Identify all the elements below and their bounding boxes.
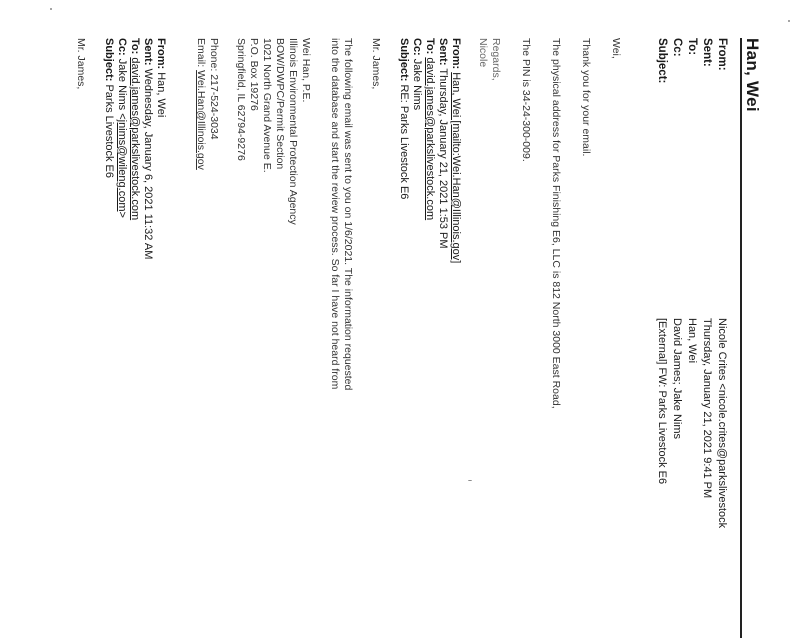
sent-value: Thursday, January 21, 2021 9:41 PM [701,318,713,499]
fw2-from [155,38,167,117]
signature-email-link[interactable]: Wei.Han@Illinois.gov [195,70,207,170]
signature-email [195,38,207,170]
fw2-from-label: From: [155,38,167,70]
signature-agency: Illinois Environmental Protection Agency [287,38,299,225]
scan-speck [468,480,472,481]
fw1-body-line-2: into the database and start the review process. So far I have not heard from [329,38,341,390]
fw1-cc [411,38,423,110]
fw2-sent [142,38,154,259]
fw2-from-value: Han, Wei [155,72,167,118]
sent-label: Sent: [701,38,713,67]
to-label: To: [686,38,698,56]
signature-pobox: P.O. Box 19276 [248,38,260,111]
fw1-subject [398,38,410,199]
fw1-sent-value: Thursday, January 21, 2021 1:53 PM [437,68,449,249]
sender-name-heading: Han, Wei [743,38,762,112]
subject-label: Subject: [656,38,668,84]
reply-line-pin: The PIN is 34-24-300-009. [520,38,532,162]
fw2-subject-label: Subject: [103,38,115,82]
fw2-cc-name: Jake Nims < [116,58,128,120]
from-value: Nicole Crites <nicole.crites@parkslivestock [716,318,728,529]
fw1-cc-value: Jake Nims [411,58,423,111]
fw2-subject-value: Parks Livestock E6 [103,84,115,179]
fw2-subject [103,38,115,178]
signature-name: Wei Han, P.E. [300,38,312,103]
signature-street: 1021 North Grand Avenue E. [261,38,273,173]
to-value: Han, Wei [686,318,698,364]
fw2-cc-label: Cc: [116,38,128,56]
fw1-from [450,38,462,263]
fw1-from-value[interactable]: Han, Wei [mailto:Wei.Han@Illinois.gov] [450,72,462,264]
reply-signoff: Nicole [477,38,489,68]
fw2-sent-label: Sent: [142,38,154,66]
reply-line-thanks: Thank you for your email. [580,38,592,157]
fw2-cc-email-link[interactable]: jnims@wileng.com [116,119,128,212]
fw1-to-value[interactable]: david.james@parkslivestock.com [424,57,436,221]
fw1-sent-label: Sent: [437,38,449,66]
fw2-cc [116,38,128,218]
reply-line-address: The physical address for Parks Finishing E6, LLC is 812 North 3000 East Road, [550,38,562,409]
fw1-to [424,38,436,220]
fw1-from-label: From: [450,38,462,70]
scan-speck [788,20,790,22]
header-rule [740,38,742,638]
fw1-subject-label: Subject: [398,38,410,82]
fw2-to-label: To: [129,38,141,55]
fw1-subject-value: RE: Parks Livestock E6 [398,84,410,200]
signature-phone: Phone: 217-524-3034 [208,38,220,140]
fw2-to [129,38,141,220]
fw2-to-value[interactable]: david.james@parkslivestock.com [129,57,141,221]
fw1-to-label: To: [424,38,436,55]
fw2-cc-end: > [116,211,128,218]
signature-email-label: Email: [195,38,207,71]
cc-value: David James; Jake Nims [671,318,683,440]
reply-regards: Regards, [490,38,502,81]
signature-section: BOW/DWPC/Permit Section [274,38,286,170]
from-label: From: [716,38,728,71]
cc-label: Cc: [671,38,683,57]
fw1-body-line-1: The following email was sent to you on 1/6/2021. The information requested [342,38,354,391]
scan-speck [50,8,52,10]
subject-value: [External] FW: Parks Livestock E6 [656,318,668,485]
reply-greeting: Wei, [610,38,622,59]
fw2-sent-value: Wednesday, January 6, 2021 11:32 AM [142,68,154,260]
fw1-sent [437,38,449,249]
fw1-greeting: Mr. James, [370,38,382,90]
signature-city: Springfield, IL 62794-9276 [235,38,247,161]
fw2-greeting: Mr. James, [75,38,87,90]
fw1-cc-label: Cc: [411,38,423,56]
